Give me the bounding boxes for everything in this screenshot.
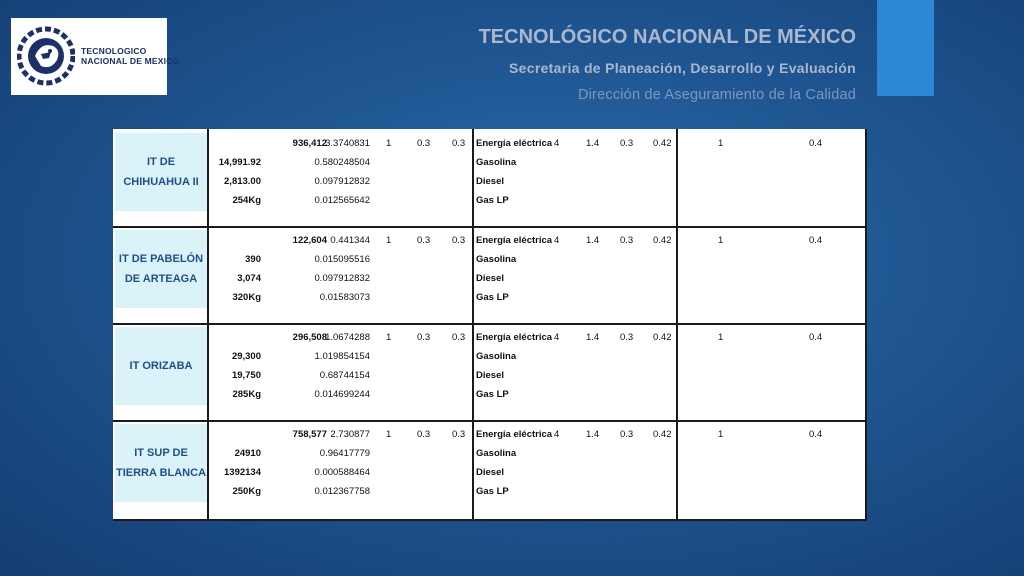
quantity-value: 14,991.92	[218, 157, 261, 168]
factor-value: 0.097912832	[314, 176, 370, 187]
energy-type: Energía eléctrica	[476, 138, 553, 149]
coef-value: 0.3	[417, 138, 431, 149]
logo-text-line1: TECNOLOGICO	[81, 46, 147, 56]
weight-value: 1	[718, 429, 724, 440]
energy-value: 1.4	[586, 332, 600, 343]
energy-type: Energía eléctrica	[476, 332, 553, 343]
quantity-value: 3,074	[237, 273, 261, 284]
factor-value: 0.000588464	[314, 467, 370, 478]
energy-type: Gasolina	[476, 351, 517, 362]
table-row	[113, 226, 867, 323]
energy-type: Gasolina	[476, 448, 517, 459]
coef-value: 1	[386, 429, 392, 440]
factor-value: 2.730877	[330, 429, 370, 440]
energy-type: Gasolina	[476, 254, 517, 265]
energy-value: 4	[554, 235, 560, 246]
coef-value: 1	[386, 235, 392, 246]
row-divider	[113, 323, 867, 325]
factor-value: 1.0674288	[325, 332, 370, 343]
coef-value: 0.3	[452, 429, 466, 440]
quantity-value: 29,300	[231, 351, 261, 362]
energy-type: Diesel	[476, 370, 504, 381]
energy-type: Gas LP	[476, 195, 509, 206]
quantity-value: 285Kg	[232, 389, 261, 400]
energy-type: Diesel	[476, 176, 504, 187]
quantity-value: 19,750	[231, 370, 261, 381]
aztec-eagle-logo-icon	[17, 26, 75, 86]
weight-value: 1	[718, 138, 724, 149]
weight-value: 0.4	[809, 235, 823, 246]
energy-type: Gas LP	[476, 292, 509, 303]
energy-value: 0.3	[620, 235, 634, 246]
energy-value: 4	[554, 429, 560, 440]
energy-type: Gasolina	[476, 157, 517, 168]
energy-type: Energía eléctrica	[476, 429, 553, 440]
energy-type: Gas LP	[476, 389, 509, 400]
coef-value: 0.3	[452, 138, 466, 149]
energy-value: 4	[554, 138, 560, 149]
total-value: 936,412	[292, 138, 327, 149]
weight-value: 0.4	[809, 332, 823, 343]
weight-value: 0.4	[809, 429, 823, 440]
accent-bar	[877, 0, 934, 96]
quantity-value: 254Kg	[232, 195, 261, 206]
energy-value: 0.3	[620, 429, 634, 440]
row-divider	[113, 226, 867, 228]
coef-value: 1	[386, 332, 392, 343]
factor-value: 0.01583073	[319, 292, 370, 303]
energy-type: Diesel	[476, 273, 504, 284]
coef-value: 0.3	[417, 235, 431, 246]
table-row	[113, 323, 867, 420]
factor-value: 0.580248504	[314, 157, 370, 168]
total-value: 296,508	[292, 332, 327, 343]
institute-name: IT SUP DE TIERRA BLANCA	[115, 447, 207, 479]
page-subtitle-secondary: Dirección de Aseguramiento de la Calidad	[577, 87, 856, 103]
factor-value: 0.097912832	[314, 273, 370, 284]
table-row	[113, 129, 867, 226]
energy-value: 0.3	[620, 138, 634, 149]
factor-value: 1.019854154	[314, 351, 370, 362]
energy-value: 0.3	[620, 332, 634, 343]
institute-name: IT ORIZABA	[129, 360, 193, 372]
quantity-value: 2,813.00	[224, 176, 261, 187]
energy-type: Gas LP	[476, 486, 509, 497]
weight-value: 0.4	[809, 138, 823, 149]
quantity-value: 1392134	[224, 467, 261, 478]
factor-value: 0.441344	[330, 235, 370, 246]
quantity-value: 320Kg	[232, 292, 261, 303]
quantity-value: 24910	[234, 448, 261, 459]
quantity-value: 390	[245, 254, 261, 265]
quantity-value: 250Kg	[232, 486, 261, 497]
page-title: TECNOLÓGICO NACIONAL DE MÉXICO	[478, 26, 856, 48]
energy-type: Diesel	[476, 467, 504, 478]
coef-value: 0.3	[417, 332, 431, 343]
coef-value: 0.3	[417, 429, 431, 440]
energy-value: 0.42	[653, 332, 672, 343]
weight-value: 1	[718, 332, 724, 343]
energy-value: 0.42	[653, 235, 672, 246]
factor-value: 0.012565642	[314, 195, 370, 206]
factor-value: 0.68744154	[319, 370, 370, 381]
factor-value: 3.3740831	[325, 138, 370, 149]
tecnm-logo	[11, 18, 180, 95]
page-subtitle: Secretaria de Planeación, Desarrollo y Evaluación	[509, 60, 856, 76]
factor-value: 0.96417779	[319, 448, 370, 459]
coef-value: 1	[386, 138, 392, 149]
energy-value: 1.4	[586, 429, 600, 440]
institute-name: IT DE PABELÓN DE ARTEAGA	[118, 253, 204, 285]
logo-text-line2: NACIONAL DE MEXICO	[81, 56, 180, 66]
energy-value: 4	[554, 332, 560, 343]
table-row	[113, 420, 867, 517]
weight-value: 1	[718, 235, 724, 246]
energy-value: 0.42	[653, 429, 672, 440]
factor-value: 0.014699244	[314, 389, 370, 400]
institutes-table	[113, 129, 867, 521]
energy-value: 1.4	[586, 235, 600, 246]
energy-value: 1.4	[586, 138, 600, 149]
table-bottom-border	[113, 519, 867, 521]
coef-value: 0.3	[452, 332, 466, 343]
energy-value: 0.42	[653, 138, 672, 149]
energy-type: Energía eléctrica	[476, 235, 553, 246]
coef-value: 0.3	[452, 235, 466, 246]
institute-name: IT DE CHIHUAHUA II	[123, 156, 199, 188]
total-value: 122,604	[292, 235, 327, 246]
factor-value: 0.012367758	[314, 486, 370, 497]
total-value: 758,577	[292, 429, 327, 440]
row-divider	[113, 420, 867, 422]
factor-value: 0.015095516	[314, 254, 370, 265]
